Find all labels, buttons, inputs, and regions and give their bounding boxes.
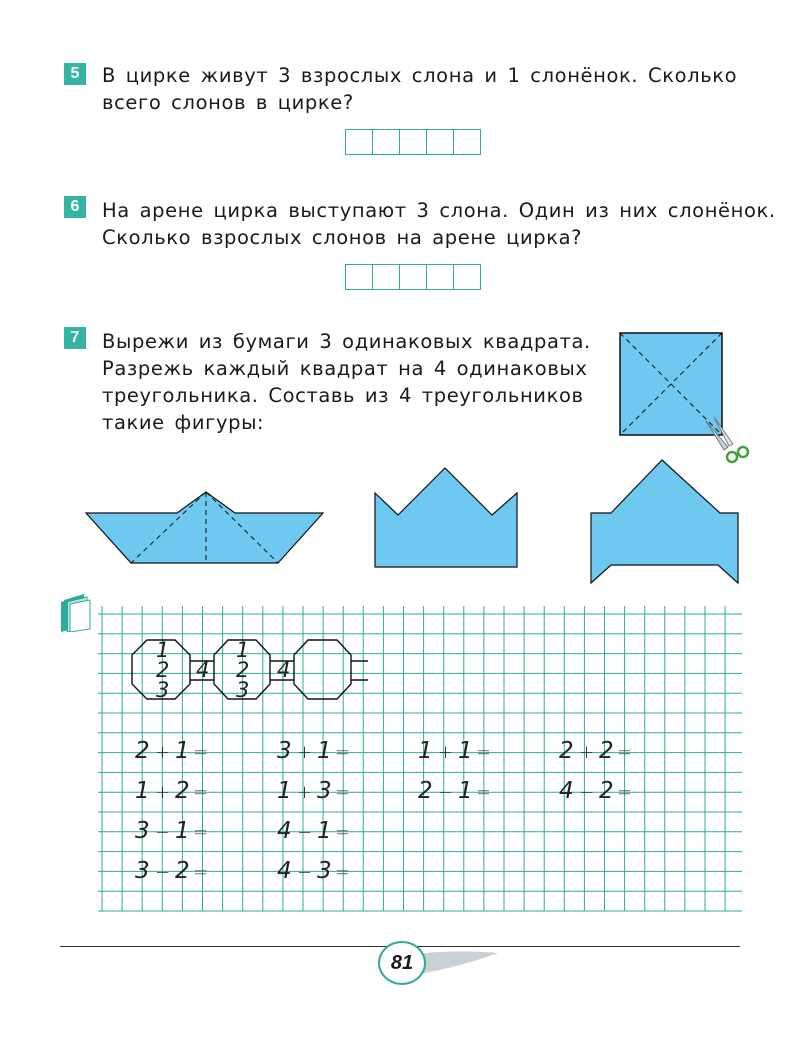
equals-sign: =: [193, 742, 209, 763]
equals-sign: =: [193, 862, 209, 883]
operand-b: 3: [317, 858, 332, 884]
operand-a: 3: [135, 858, 150, 884]
operand-b: 1: [458, 738, 473, 764]
operand-b: 2: [175, 778, 190, 804]
equals-sign: =: [335, 742, 351, 763]
operator: −: [155, 822, 171, 843]
operand-a: 1: [418, 738, 433, 764]
operand-a: 4: [277, 818, 292, 844]
equals-sign: =: [617, 782, 633, 803]
operand-b: 1: [317, 738, 332, 764]
task-7-line-1: Вырежи из бумаги 3 одинаковых квадрата.: [102, 330, 591, 353]
operand-a: 3: [135, 818, 150, 844]
pattern-digit: 4: [196, 658, 210, 682]
operator: −: [297, 822, 313, 843]
equals-sign: =: [193, 822, 209, 843]
operand-b: 2: [599, 738, 614, 764]
equals-sign: =: [335, 862, 351, 883]
operator: −: [438, 782, 454, 803]
operand-a: 2: [559, 738, 574, 764]
operand-b: 2: [599, 778, 614, 804]
equals-sign: =: [476, 742, 492, 763]
operand-b: 3: [317, 778, 332, 804]
task-number-6: 6: [64, 196, 86, 218]
equals-sign: =: [335, 822, 351, 843]
task-5-line-2: всего слонов в цирке?: [102, 91, 354, 114]
operand-a: 4: [277, 858, 292, 884]
operator: +: [155, 782, 171, 803]
operator: −: [297, 862, 313, 883]
operand-a: 1: [277, 778, 292, 804]
task-7-line-2: Разрежь каждый квадрат на 4 одинаковых: [102, 357, 588, 380]
operator: −: [579, 782, 595, 803]
task-7-line-4: такие фигуры:: [102, 411, 265, 434]
operator: −: [155, 862, 171, 883]
operand-a: 2: [135, 738, 150, 764]
pattern-digit: 2: [156, 658, 170, 682]
pattern-digit: 3: [156, 678, 170, 702]
equals-sign: =: [476, 782, 492, 803]
operator: +: [438, 742, 454, 763]
equals-sign: =: [335, 782, 351, 803]
operand-a: 4: [559, 778, 574, 804]
operator: +: [297, 742, 313, 763]
operator: +: [579, 742, 595, 763]
pattern-digit: 4: [277, 658, 291, 682]
pattern-digit: 3: [236, 678, 250, 702]
operator: +: [297, 782, 313, 803]
operand-b: 1: [175, 818, 190, 844]
operator: +: [155, 742, 171, 763]
pattern-digit: 1: [236, 638, 250, 662]
operand-b: 1: [175, 738, 190, 764]
operand-a: 1: [135, 778, 150, 804]
task-number-7: 7: [64, 327, 86, 349]
task-6-line-2: Сколько взрослых слонов на арене цирка?: [102, 226, 583, 249]
pattern-digit: 2: [236, 658, 250, 682]
task-5-line-1: В цирке живут 3 взрослых слона и 1 слонёнок. Сколько: [102, 64, 738, 87]
operand-b: 1: [317, 818, 332, 844]
page-number: 81: [378, 941, 426, 985]
task-6-line-1: На арене цирка выступают 3 слона. Один из них слонёнок.: [102, 199, 776, 222]
equals-sign: =: [193, 782, 209, 803]
equals-sign: =: [617, 742, 633, 763]
task-7-line-3: треугольника. Составь из 4 треугольников: [102, 384, 584, 407]
pattern-digit: 1: [156, 638, 170, 662]
operand-b: 2: [175, 858, 190, 884]
task-number-5: 5: [64, 63, 86, 85]
operand-a: 2: [418, 778, 433, 804]
operand-b: 1: [458, 778, 473, 804]
operand-a: 3: [277, 738, 292, 764]
